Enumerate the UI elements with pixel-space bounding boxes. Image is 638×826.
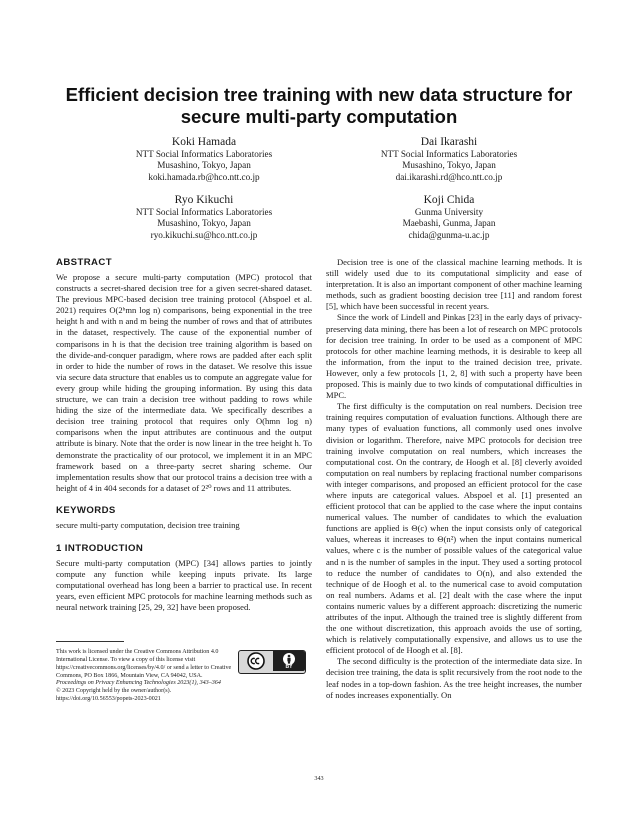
license-citation: Proceedings on Privacy Enhancing Technologies 2023(1), 343–364 [56, 680, 221, 687]
body-paragraph: The second difficulty is the protection of the intermediate data size. In decision tree training, the data is split recursively from the root node to the leaf nodes in a top-down fashion. As the tree height increases, the number of nodes increases exponentially. On [326, 656, 582, 700]
author-affiliation: NTT Social Informatics Laboratories [135, 149, 273, 159]
keywords-heading: KEYWORDS [56, 504, 116, 516]
license-doi: https://doi.org/10.56553/popets-2023-0021 [56, 696, 161, 703]
abstract-text: We propose a secure multi-party computation (MPC) protocol that constructs a secret-shared decision tree for a given secret-shared dataset. The previous MPC-based decision tree training protocol (Abspoel et al. 2021) requires O(2ʰmn log n) comparisons, being exponential in the tree height h and with n and m being the number of rows and that of attributes in the dataset, respectively. The cause of the exponential number of comparisons in h is that the decision tree training algorithm is based on the divide-and-conquer paradigm, where rows are padded after each split in order to hide the number of rows in the dataset. We resolve this issue via secure data structure that enables us to compute an aggregate value for every group while hiding the grouping information. By using this data structure, we can train a decision tree without padding to rows while hiding the size of the intermediate data. We specifically describes a decision tree training protocol that requires only O(hmn log n) comparisons when the input attributes are continuous and the output attribute is binary. Note that the order is now linear in the tree height h. To demonstrate the practicality of our protocol, we implement it in an MPC framework based on a three-party secret sharing scheme. Our implementation results show that our protocol trains a decision tree with a height of 4 in 404 seconds for a dataset of 2²⁰ rows and 11 attributes. [56, 272, 312, 493]
body-paragraph: Since the work of Lindell and Pinkas [23] in the early days of privacy-preserving data mining, there has been a lot of research on MPC protocols for decision tree training. In order to be used as a component of MPC protocols for other machine learning methods, it is desirable to keep all the information, from the input to the trained decision tree, private. However, only a few protocols [1, 2, 8] with such a property have been proposed. This is mainly due to two kinds of computational difficulties in MPC. [326, 312, 582, 401]
cc-icon [239, 651, 273, 671]
author-name: Ryo Kikuchi [174, 194, 234, 206]
author-location: Musashino, Tokyo, Japan [157, 160, 251, 171]
author-location: Maebashi, Gunma, Japan [402, 218, 496, 229]
license-footnote [56, 649, 232, 704]
abstract-heading: ABSTRACT [56, 257, 112, 268]
author-name: Dai Ikarashi [420, 136, 478, 148]
paper-title: Efficient decision tree training with new data structure for secure multi-party computation [65, 84, 573, 127]
author-location: Musashino, Tokyo, Japan [402, 160, 496, 171]
license-text: This work is licensed under the Creative Commons Attribution 4.0 International License. To view a copy of this license visit https://creativecommons.org/licenses/by/4.0/ or send a letter to Creative Commons, PO Box 1866, Mountain View, CA 94042, USA. [56, 649, 232, 679]
author-name: Koki Hamada [171, 136, 237, 148]
author-location: Musashino, Tokyo, Japan [157, 218, 251, 229]
author-email: chida@gunma-u.ac.jp [408, 229, 490, 240]
body-paragraph: The first difficulty is the computation on real numbers. Decision tree training requires computation of evaluation functions. Although there are many types of evaluation functions, all commonly used ones involve division or logarithm. Therefore, naive MPC protocols for decision tree training involve computation on real numbers, which increases the computational cost. On the contrary, de Hoogh et al. [8] cleverly avoided computation on real numbers by replacing fractional number comparisons with integer comparisons, and proposed an efficient protocol for the case where inputs are categorical values. Abspoel et al. [1] presented an efficient protocol that can be applied to the case where the input contains numerical values. The number of candidates to which the evaluation functions are applied is Θ(c) when the input consists only of categorical values, whereas it increases to Θ(n²) when the input contains numerical values, where c is the number of possible values of the categorical value and n is the number of samples in the input. They used a sorting protocol to reduce the number of candidates to O(n), and also extended the technique of de Hoogh et al. to the numerical case to avoid computation on real numbers. Adams et al. [2] dealt with the case where the input contains numeric values by a different approach: discretizing the numeric attributes of the input. Although the trained tree is slightly different from the one without discretization, this approach avoids the use of sorting, which is relatively computationally expensive, and allows us to use the efficient protocol of de Hoogh et al. [8]. [326, 401, 582, 656]
keywords-text: secure multi-party computation, decision tree training [56, 519, 240, 530]
license-copyright: © 2023 Copyright held by the owner/author(s). [56, 688, 172, 695]
author-affiliation: NTT Social Informatics Laboratories [135, 207, 273, 217]
cc-by-panel [273, 651, 305, 671]
author-email: koki.hamada.rb@hco.ntt.co.jp [148, 171, 260, 182]
intro-paragraph: Secure multi-party computation (MPC) [34] allows parties to jointly compute any function while keeping inputs private. Its large computational overhead has long been a barrier to practical use. In recent years, even efficient MPC protocols for machine learning methods such as neural network training [25, 29, 32] have been proposed. [56, 557, 312, 613]
author-block [329, 135, 569, 183]
right-column [326, 257, 582, 701]
author-block [84, 135, 324, 183]
body-paragraph: Decision tree is one of the classical machine learning methods. It is still widely used due to its computational simplicity and ease of interpretation. It is also an important component of other machine learning methods, such as gradient boosting decision tree [11] and random forest [5], which have been successful in recent years. [326, 257, 582, 312]
author-email: ryo.kikuchi.su@hco.ntt.co.jp [150, 229, 258, 240]
cc-by-label: BY [285, 664, 293, 670]
author-block [329, 193, 569, 241]
footnote-rule [56, 641, 124, 642]
author-email: dai.ikarashi.rd@hco.ntt.co.jp [395, 171, 503, 182]
author-name: Koji Chida [423, 194, 475, 206]
author-block [84, 193, 324, 241]
left-column [56, 257, 312, 613]
introduction-heading: 1 INTRODUCTION [56, 542, 144, 554]
author-affiliation: Gunma University [414, 207, 484, 217]
page-number: 343 [314, 775, 324, 782]
cc-license-badge [238, 650, 306, 674]
author-affiliation: NTT Social Informatics Laboratories [380, 149, 518, 159]
